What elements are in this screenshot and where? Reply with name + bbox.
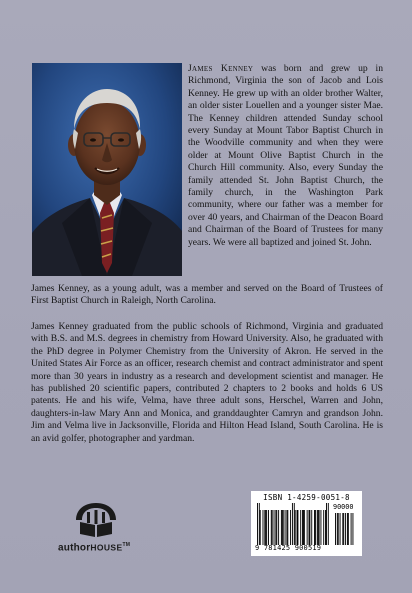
isbn-barcode (251, 491, 362, 556)
author-photo (32, 63, 182, 276)
barcode-bar (287, 510, 288, 545)
barcode-bar (274, 510, 275, 545)
barcode-addon-bar (335, 513, 336, 545)
barcode-addon-bar (345, 513, 346, 545)
bio-paragraph-2: James Kenney, as a young adult, was a member and served on the Board of Trustees of First Baptist Church in Raleigh, North Carolina. (31, 283, 383, 307)
barcode-bar (328, 503, 329, 545)
barcode-bar (326, 503, 327, 545)
bio-intro-text: was born and grew up in Richmond, Virginia the son of Jacob and Lois Kenney. He grew up with an older brother Walter, an older sister Louellen and a younger sister Mae. The Kenney children attended Sunday school every Sunday at Mount Tabor Baptist Church in the Woodville community and when they were older at Mount Olive Baptist Church in the Church Hill community. Also, every Sunday the family attended St. John Baptist Church, the family church, in the Washington Park community, where our father was a member for over 40 years, and Chairman of the Deacon Board and Chairman of the Board of Trustees for many years. We were all baptized and joined St. John. (188, 63, 383, 248)
barcode-bar (309, 510, 310, 545)
barcode-ean-digits: 9 781425 900519 (255, 544, 322, 552)
barcode-addon-bar (347, 513, 348, 545)
barcode-addon-bar (337, 513, 338, 545)
barcode-bar (325, 510, 326, 545)
isbn-number: ISBN 1-4259-0051-8 (263, 493, 350, 502)
barcode-bar (278, 510, 279, 545)
barcode-bar (283, 510, 284, 545)
publisher-name: authorHOUSE™ (58, 542, 131, 554)
barcode-bar (281, 510, 282, 545)
barcode-bar (295, 510, 296, 545)
barcode-bar (272, 510, 273, 545)
barcode-bar (271, 510, 272, 545)
barcode-bar (303, 510, 304, 545)
barcode-bar (317, 510, 318, 545)
barcode-bar (300, 510, 301, 545)
barcode-bar (319, 510, 320, 545)
barcode-bar (297, 510, 298, 545)
barcode-addon-bar (352, 513, 353, 545)
barcode-addon-bar (343, 513, 344, 545)
barcode-bar (304, 510, 305, 545)
barcode-bar (260, 510, 261, 545)
barcode-bar (315, 510, 316, 545)
barcode-bar (309, 510, 310, 545)
author-house-logo-icon (74, 502, 118, 538)
barcode-bar (294, 503, 295, 545)
barcode-bar (282, 510, 283, 545)
barcode-bar (263, 510, 264, 545)
barcode-bar (286, 510, 287, 545)
barcode-bar (297, 510, 298, 545)
barcode-addon-bar (342, 513, 343, 545)
barcode-bar (320, 510, 321, 545)
barcode-bar (292, 503, 293, 545)
barcode-bar (266, 510, 267, 545)
barcode-bar (314, 510, 315, 545)
barcode-bar (307, 510, 308, 545)
barcode-bar (318, 510, 319, 545)
publisher-logo (58, 502, 138, 562)
barcode-bar (257, 503, 258, 545)
barcode-addon-bar (340, 513, 341, 545)
barcode-bar (276, 510, 277, 545)
barcode-bar (264, 510, 265, 545)
bio-paragraph-3: James Kenney graduated from the public schools of Richmond, Virginia and graduated with B.S. and M.S. degrees in chemistry from Howard University. Also, he graduated with the PhD degree in Polymer Chemistry from the University of Akron. He served in the United States Air Force as an officer, research chemist and contract administrator and spent more than 30 years in industry as a research and development scientist and manager. He has published 20 scientific papers, contributed 2 chapters to 2 books and holds 6 US patents. He and his wife, Velma, have three adult sons, Herschel, Warren and John, daughters-in-law Mary Ann and Monica, and granddaughter Camryn and grandson John. Jim and Velma live in Jacksonville, Florida and Hilton Head Island, South Carolina. He is an avid golfer, photographer and yardman. (31, 321, 383, 444)
barcode-bar (290, 510, 291, 545)
barcode-bar (285, 510, 286, 545)
barcode-addon-bar (338, 513, 339, 545)
barcode-bar (259, 503, 260, 545)
barcode-addon-bar (351, 513, 352, 545)
barcode-bar (265, 510, 266, 545)
barcode-bar (323, 510, 324, 545)
barcode-bar (302, 510, 303, 545)
barcode-addon-bar (348, 513, 349, 545)
barcode-bar (275, 510, 276, 545)
barcode-bar (268, 510, 269, 545)
barcode-addon-digits: 90000 (333, 503, 354, 511)
barcode-bar (311, 510, 312, 545)
bio-intro-paragraph (188, 63, 383, 249)
author-name: James Kenney (188, 63, 254, 74)
